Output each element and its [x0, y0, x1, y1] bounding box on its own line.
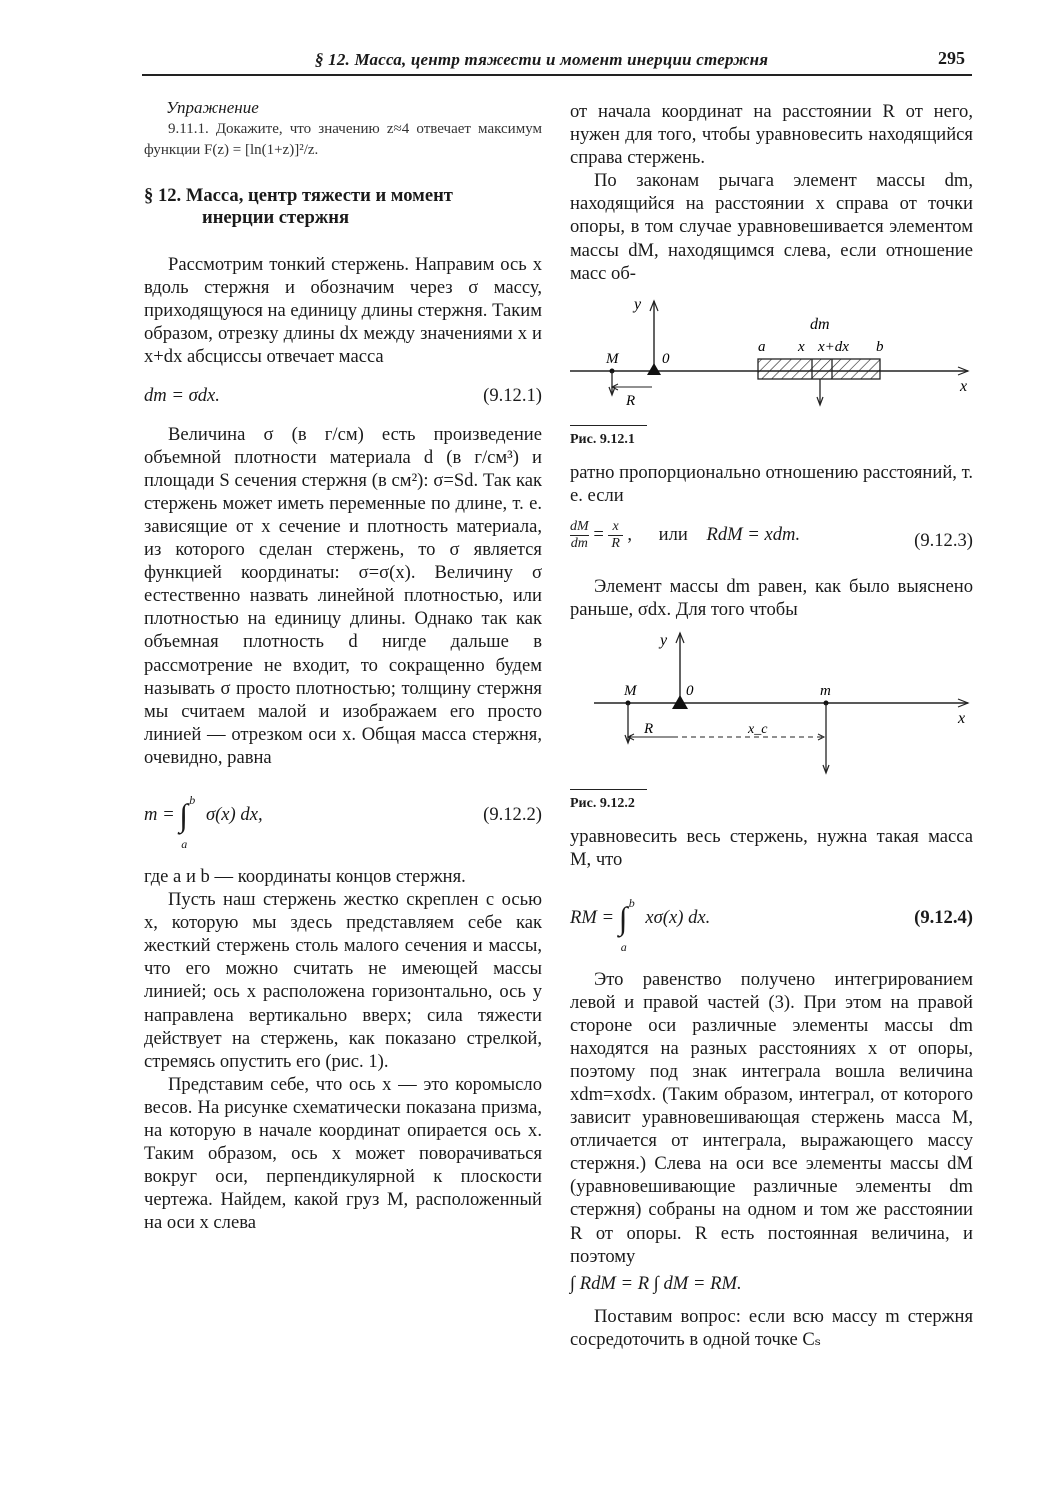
- equation-number: (9.12.2): [483, 803, 542, 825]
- fraction-numerator: x: [608, 519, 622, 536]
- paragraph: от начала координат на расстоянии R от него, нужен для того, чтобы уравновесить находящийся справа стержень.: [570, 101, 973, 169]
- equation-9-12-1: [144, 381, 542, 411]
- label-b: b: [876, 338, 884, 355]
- paragraph: ратно пропорционально отношению расстояний, т. е. если: [570, 461, 973, 506]
- equation-number: (9.12.1): [483, 384, 542, 406]
- section-title: [144, 185, 542, 229]
- fraction-denominator: dm: [570, 536, 588, 552]
- integral-upper-limit: b: [628, 895, 635, 910]
- paragraph: Рассмотрим тонкий стержень. Направим ось x вдоль стержня и обозначим через σ массу, приходящуюся на единицу длины стержня. Таким образом, отрезку длины dx между значениями x и x+dx абсциссы отвечает масса: [144, 254, 542, 368]
- label-x: x: [798, 338, 805, 355]
- equation-body: dm = σdx.: [144, 384, 220, 406]
- equation-rhs: xσ(x) dx.: [645, 906, 711, 928]
- paragraph: Элемент массы dm равен, как было выяснено раньше, σdx. Для того чтобы: [570, 576, 973, 621]
- rod: [758, 359, 880, 379]
- equation-rhs: RdM = xdm.: [706, 523, 801, 545]
- fraction-denominator: R: [611, 536, 620, 552]
- figure-9-12-1: [570, 293, 973, 451]
- equation-inline: ∫ RdM = R ∫ dM = RM.: [570, 1272, 742, 1294]
- prism-support: [647, 363, 661, 375]
- section-title-line1: § 12. Масса, центр тяжести и момент: [144, 185, 453, 207]
- label-origin: 0: [686, 683, 694, 700]
- label-x-axis: x: [960, 377, 968, 395]
- label-a: a: [758, 338, 766, 355]
- label-x-plus-dx: x+dx: [818, 338, 849, 355]
- exercise-text: 9.11.1. Докажите, что значению z≈4 отвечает максимум функции F(z) = [ln(1+z)]²/z.: [144, 121, 542, 159]
- figure-drawing: [570, 293, 973, 425]
- running-title: § 12. Масса, центр тяжести и момент инерции стержня: [315, 50, 769, 69]
- paragraph: Величина σ (в г/см) есть произведение объемной плотности материала d (в г/см³) и площади S сечения стержня (в см²): σ=Sd. Так как стержень может иметь переменные по длине, т. е. зависящие от x сечение и плотность материала, из которого сделан стержень, то σ является функцией координаты: σ=σ(x). Величину σ естественно назвать линейной плотностью, или плотностью на единицу длины. Однако так как объемная плотность d нигде дальше в рассмотрение не входит, то сокращенно будем называть σ просто плотностью; толщину стержня мы считаем малой и изображаем его просто линией — отрезком оси x. Общая масса стержня, очевидно, равна: [144, 423, 542, 768]
- fraction-numerator: dM: [570, 519, 589, 535]
- label-y: y: [660, 632, 668, 650]
- equation-number: (9.12.3): [914, 530, 973, 552]
- integral-lower-limit: a: [181, 836, 188, 851]
- label-origin: 0: [662, 350, 670, 367]
- integral-sign: [179, 792, 201, 851]
- integral-upper-limit: b: [189, 792, 196, 807]
- right-column: [570, 100, 973, 1351]
- section-title-line2: инерции стержня: [202, 207, 350, 229]
- equation-or: или: [658, 523, 688, 545]
- equation-9-12-4: [570, 884, 973, 956]
- paragraph: Это равенство получено интегрированием левой и правой частей (3). При этом на правой стороне оси различные элементы массы dm находятся на разных расстояниях x от опоры, поэтому под знак интеграла вошла величина xdm=xσdx. (Таким образом, интеграл, от которого зависит уравновешивающая стержень масса M, отличается от интеграла, выражающего массу стержня.) Слева на оси все элементы массы dM (уравновешивающие различные элементы dm стержня) собраны на одном и том же расстоянии R от опоры. R есть постоянная величина, и поэтому: [570, 968, 973, 1267]
- label-M: M: [606, 350, 619, 367]
- left-column: [144, 96, 542, 1234]
- fraction-x-R: [608, 519, 622, 552]
- paragraph: Поставим вопрос: если всю массу m стержня сосредоточить в одной точке Cₛ: [570, 1305, 973, 1350]
- paragraph: Пусть наш стержень жестко скреплен с осью x, которую мы здесь представляем себе как жесткий стержень столь малого сечения и массы, что его можно считать не имеющей массы линией; ось x расположена горизонтально, ось y направлена вертикально вверх; сила тяжести действует на стержень, как показано стрелкой, стремясь опустить его (рис. 1).: [144, 889, 542, 1072]
- label-dm: dm: [810, 315, 830, 333]
- equation-number: (9.12.4): [914, 906, 973, 928]
- fraction-dM-dm: [570, 519, 589, 552]
- equation-body: [570, 895, 711, 954]
- label-R: R: [626, 392, 636, 409]
- equation-lhs: m =: [144, 803, 175, 825]
- figure-caption: Рис. 9.12.1: [570, 425, 647, 451]
- label-M: M: [624, 683, 637, 700]
- equation-9-12-3: [570, 519, 973, 563]
- label-x-axis: x: [958, 710, 966, 728]
- paragraph: где a и b — координаты концов стержня.: [144, 865, 466, 887]
- integral-sign: [618, 895, 641, 954]
- equation-body: $\frac{dM}{dm}$ = $\frac{x}{R}$ , или RdM = xdm.: [570, 519, 801, 552]
- label-R: R: [644, 721, 654, 738]
- exercise-title: Упражнение: [166, 98, 259, 117]
- figure-caption: Рис. 9.12.2: [570, 789, 647, 815]
- paragraph: уравновесить весь стержень, нужна такая масса M, что: [570, 826, 973, 871]
- label-x-c: x_c: [748, 722, 768, 738]
- equation-lhs: RM =: [570, 906, 615, 928]
- figure-drawing: [570, 629, 973, 789]
- equation-rhs: σ(x) dx,: [205, 803, 263, 825]
- paragraph: Представим себе, что ось x — это коромысло весов. На рисунке схематически показана призма, на которую в начале координат опирается ось x. Таким образом, ось x может поворачиваться вокруг оси, перпендикулярной к плоскости чертежа. Найдем, какой груз M, расположенный на оси x слева: [144, 1073, 542, 1234]
- label-y: y: [634, 295, 642, 313]
- label-m: m: [820, 683, 831, 700]
- integral-glyph: ∫: [179, 797, 189, 834]
- integral-glyph: ∫: [618, 899, 628, 936]
- equation-9-12-2: [144, 781, 542, 853]
- header-rule: [142, 74, 972, 76]
- equation-body: [144, 792, 263, 851]
- paragraph: По законам рычага элемент массы dm, находящийся на расстоянии x справа от точки опоры, в том случае уравновешивается элементом массы dM, находящимся слева, если отношение масс об-: [570, 170, 973, 284]
- figure-9-12-2: [570, 629, 973, 815]
- integral-lower-limit: a: [620, 939, 627, 954]
- page-number: 295: [938, 48, 965, 68]
